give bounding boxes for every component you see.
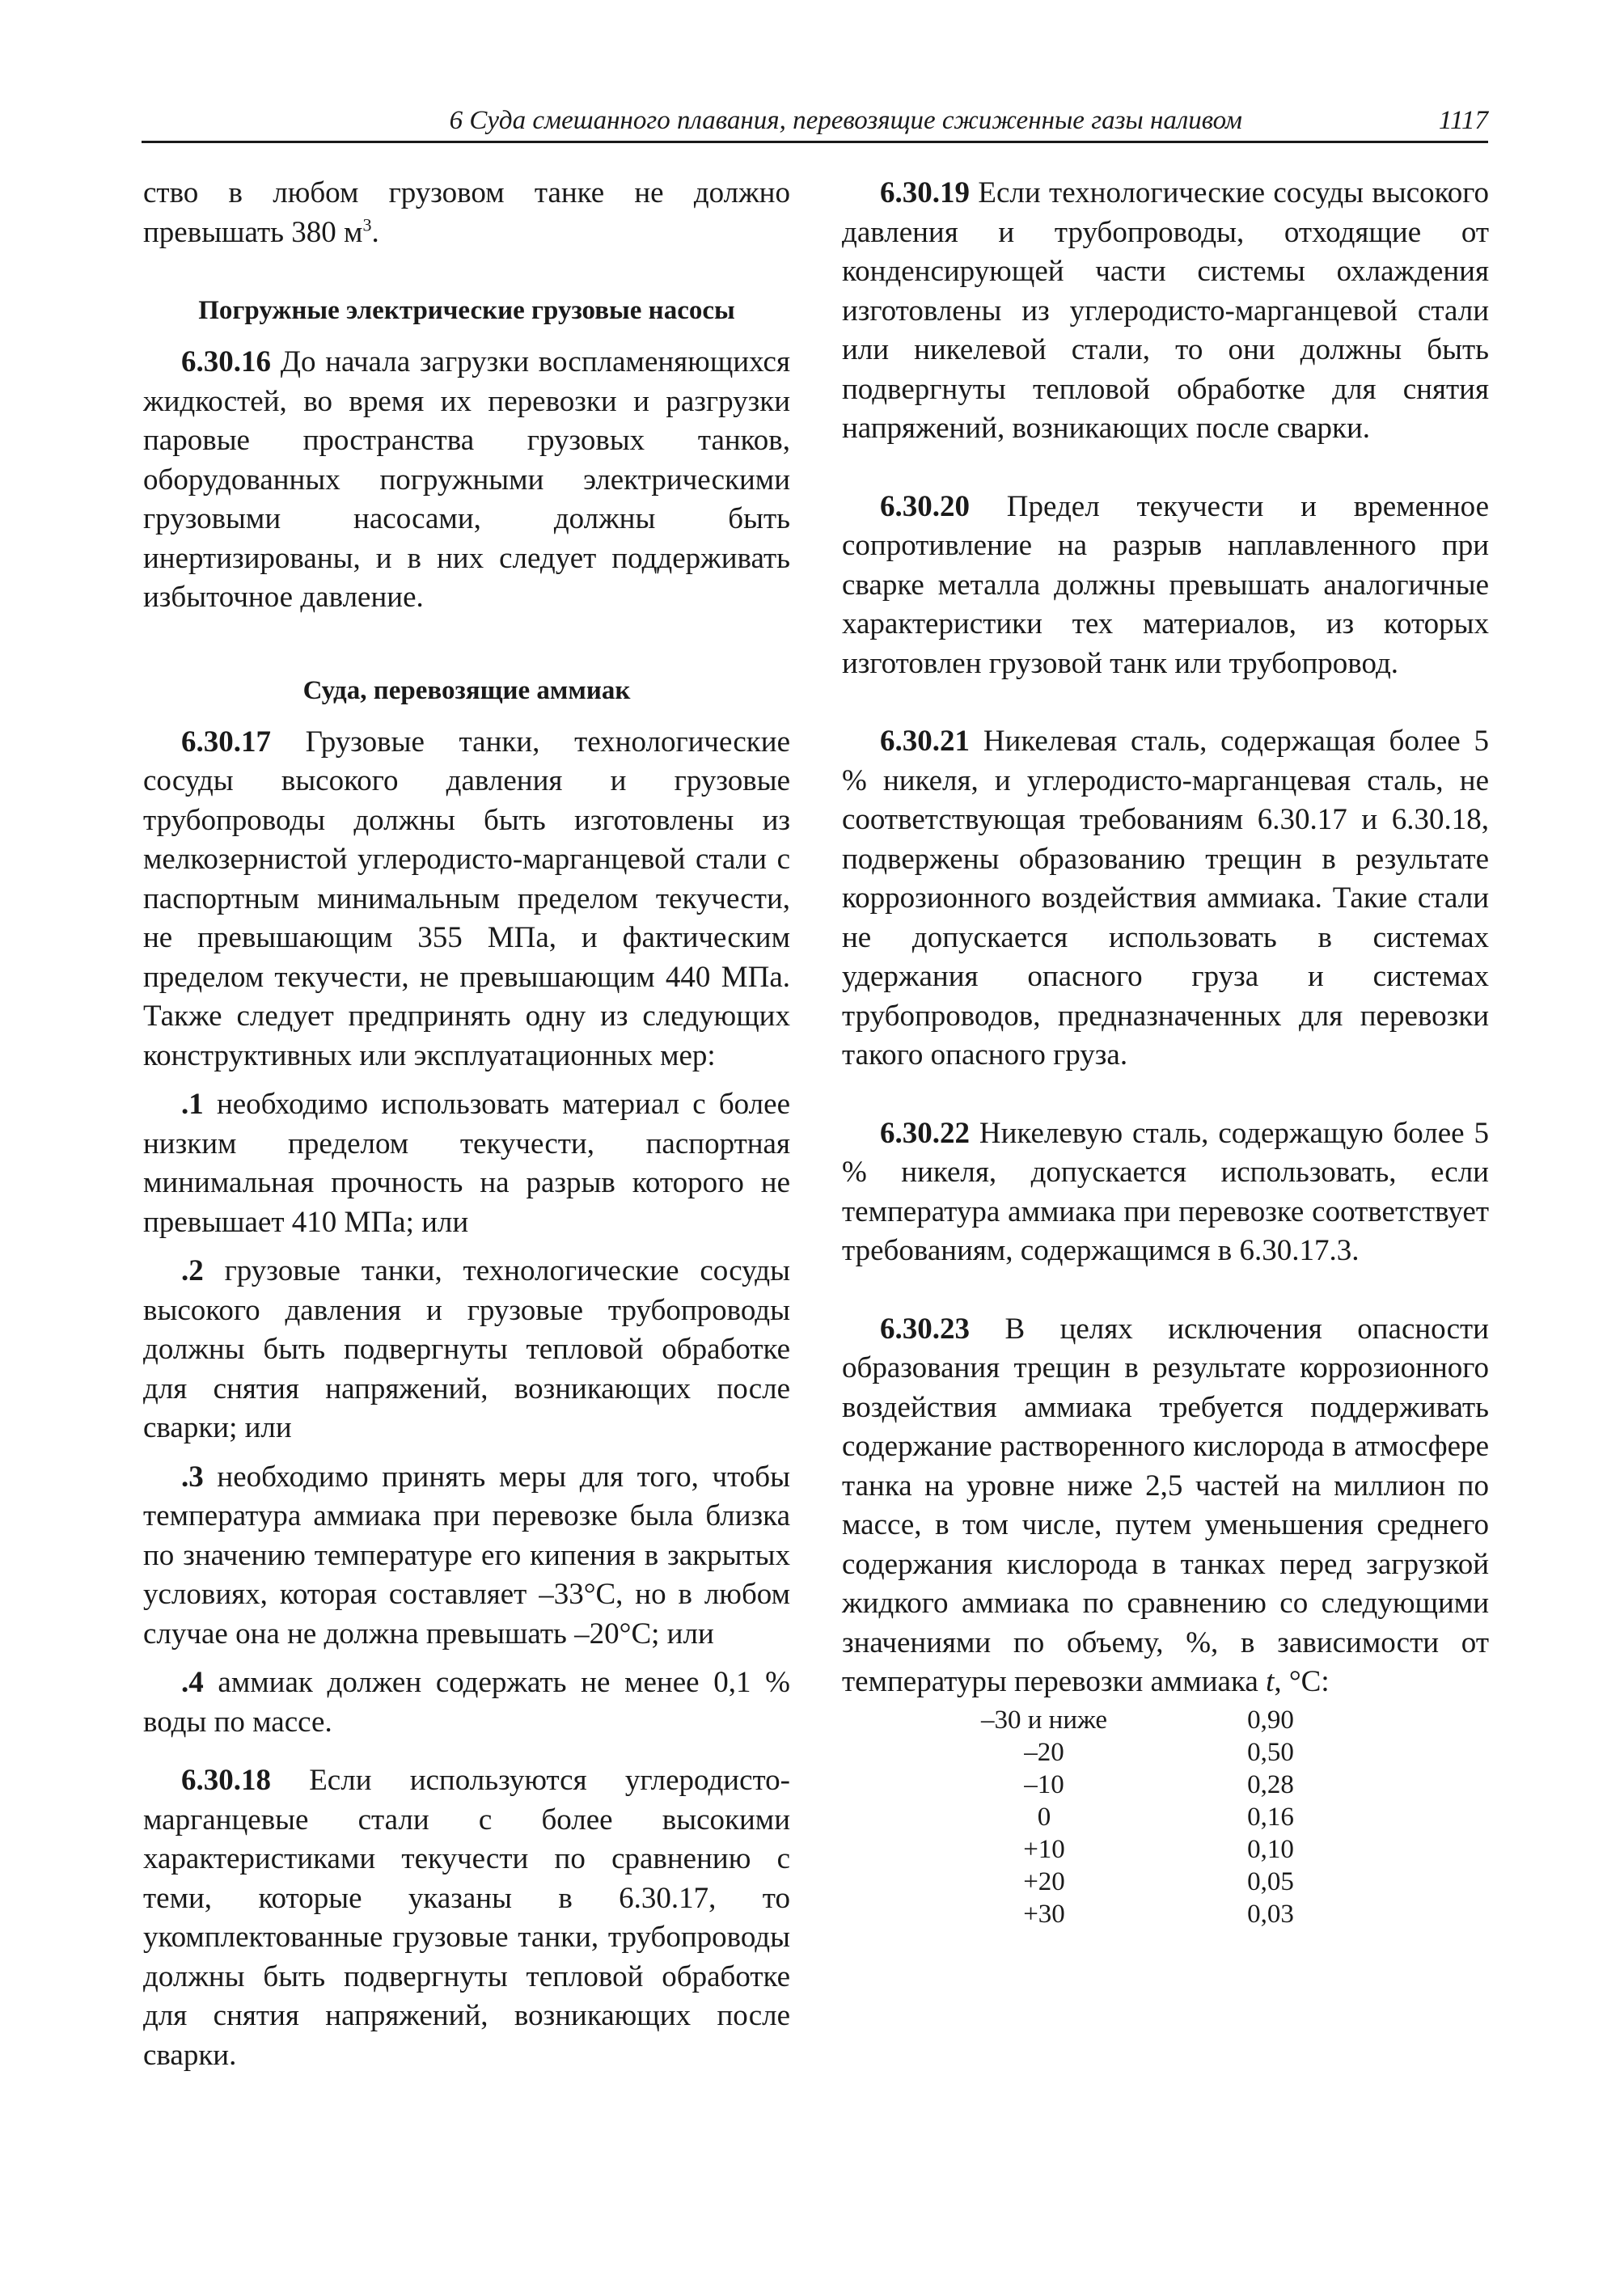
list-item-3: .3 необходимо принять меры для того, чтобы температура аммиака при перевозке была близка по значению температуре его кипения в закрытых условиях, которая составляет –33°С, но в любом случае она не должна превышать –20°С; или (143, 1460, 790, 1651)
table-row (923, 1736, 1376, 1769)
right-column (842, 174, 1489, 1930)
left-column (143, 174, 790, 2075)
table-row (923, 1866, 1376, 1898)
superscript: 3 (362, 214, 372, 235)
table-row (923, 1769, 1376, 1801)
oxygen-value-cell: 0,28 (1247, 1769, 1294, 1799)
oxygen-value-cell: 0,03 (1247, 1899, 1294, 1929)
paragraph-6-30-16: 6.30.16 До начала загрузки воспламеняющихся жидкостей, во время их перевозки и разгрузки паровые пространства грузовых танков, оборудованных погружными электрическими грузовыми насосами, должны быть инертизированы, и в них следует поддерживать избыточное давление. (143, 345, 790, 614)
table-row (923, 1898, 1376, 1930)
paragraph-6-30-18: 6.30.18 Если используются углеродисто-марганцевые стали с более высокими характеристиками текучести по сравнению с теми, которые указаны в 6.30.17, то укомплектованные грузовые танки, трубопроводы должны быть подвергнуты тепловой обработке для снятия напряжений, возникающих после сварки. (143, 1764, 790, 2072)
paragraph-continuation: ство в любом грузовом танке не должно превышать 380 $м^3$. (143, 176, 790, 249)
table-row (923, 1801, 1376, 1833)
temperature-cell: +10 (1023, 1834, 1065, 1864)
oxygen-value-cell: 0,50 (1247, 1737, 1294, 1767)
table-row (923, 1704, 1376, 1736)
oxygen-content-table (923, 1704, 1376, 1930)
oxygen-value-cell: 0,05 (1247, 1866, 1294, 1896)
temperature-cell: 0 (1037, 1802, 1051, 1832)
paragraph-6-30-19: 6.30.19 Если технологические сосуды высокого давления и трубопроводы, отходящие от конденсирующей части системы охлаждения изготовлены из углеродисто-марганцевой стали или никелевой стали, то они должны быть подвергнуты тепловой обработке для снятия напряжений, возникающих после сварки. (842, 176, 1489, 445)
clause-number: 6.30.21 (880, 725, 970, 758)
clause-number: 6.30.17 (181, 725, 271, 759)
item-number: .2 (181, 1254, 204, 1287)
clause-number: 6.30.19 (880, 176, 970, 209)
paragraph-6-30-23: 6.30.23 В целях исключения опасности образования трещин в результате коррозионного воздействия аммиака требуется поддерживать содержание растворенного кислорода в атмосфере танка на уровне ниже 2,5 частей на миллион по массе, в том числе, путем уменьшения среднего содержания кислорода в танках перед загрузкой жидкого аммиака по сравнению со следующими значениями по объему, %, в зависимости от температуры перевозки аммиака t, °С: (842, 1312, 1489, 1698)
temperature-cell: –20 (1024, 1737, 1064, 1767)
clause-number: 6.30.18 (181, 1764, 271, 1797)
oxygen-value-cell: 0,10 (1247, 1834, 1294, 1864)
page-number: 1117 (1438, 106, 1488, 135)
list-item-2: .2 грузовые танки, технологические сосуды высокого давления и грузовые трубопроводы должны быть подвергнуты тепловой обработке для снятия напряжений, возникающих после сварки; или (143, 1254, 790, 1444)
table-row (923, 1833, 1376, 1866)
temperature-cell: –30 и ниже (981, 1705, 1107, 1735)
paragraph-6-30-20: 6.30.20 Предел текучести и временное сопротивление на разрыв наплавленного при сварке металла должны превышать аналогичные характеристики тех материалов, из которых изготовлен грузовой танк или трубопровод. (842, 489, 1489, 680)
temperature-cell: +20 (1023, 1866, 1065, 1896)
clause-number: 6.30.20 (880, 489, 970, 523)
item-number: .4 (181, 1666, 204, 1699)
list-item-1: .1 необходимо использовать материал с более низким пределом текучести, паспортная минимальная прочность на разрыв которого не превышает 410 МПа; или (143, 1088, 790, 1239)
heading-submersible-pumps: Погружные электрические грузовые насосы (198, 296, 735, 325)
running-header (142, 105, 1488, 143)
item-number: .1 (181, 1088, 204, 1121)
paragraph-6-30-21: 6.30.21 Никелевая сталь, содержащая более 5 % никеля, и углеродисто-марганцевая сталь, не соответствующая требованиям 6.30.17 и 6.30.18, подвержены образованию трещин в результате коррозионного воздействия аммиака. Такие стали не допускается использовать в системах удержания опасного груза и системах трубопроводов, предназначенных для перевозки такого опасного груза. (842, 725, 1489, 1072)
heading-ammonia-ships: Суда, перевозящие аммиак (302, 675, 631, 705)
temperature-cell: –10 (1024, 1769, 1064, 1799)
list-item-4: .4 аммиак должен содержать не менее 0,1 % воды по массе. (143, 1666, 790, 1739)
clause-number: 6.30.16 (181, 345, 271, 378)
variable-t: t (1266, 1665, 1275, 1698)
header-title: 6 Суда смешанного плавания, перевозящие сжиженные газы наливом (449, 106, 1242, 135)
temperature-cell: +30 (1023, 1899, 1065, 1929)
clause-number: 6.30.23 (880, 1312, 970, 1346)
item-number: .3 (181, 1460, 204, 1494)
oxygen-value-cell: 0,90 (1247, 1705, 1294, 1735)
oxygen-value-cell: 0,16 (1247, 1802, 1294, 1832)
paragraph-6-30-22: 6.30.22 Никелевую сталь, содержащую более 5 % никеля, допускается использовать, если температура аммиака при перевозке соответствует требованиям, содержащимся в 6.30.17.3. (842, 1116, 1489, 1267)
clause-number: 6.30.22 (880, 1116, 970, 1150)
paragraph-6-30-17: 6.30.17 Грузовые танки, технологические сосуды высокого давления и грузовые трубопроводы должны быть изготовлены из мелкозернистой углеродисто-марганцевой стали с паспортным минимальным пределом текучести, не превышающим 355 МПа, и фактическим пределом текучести, не превышающим 440 МПа. Также следует предпринять одну из следующих конструктивных или эксплуатационных мер: (143, 725, 790, 1072)
